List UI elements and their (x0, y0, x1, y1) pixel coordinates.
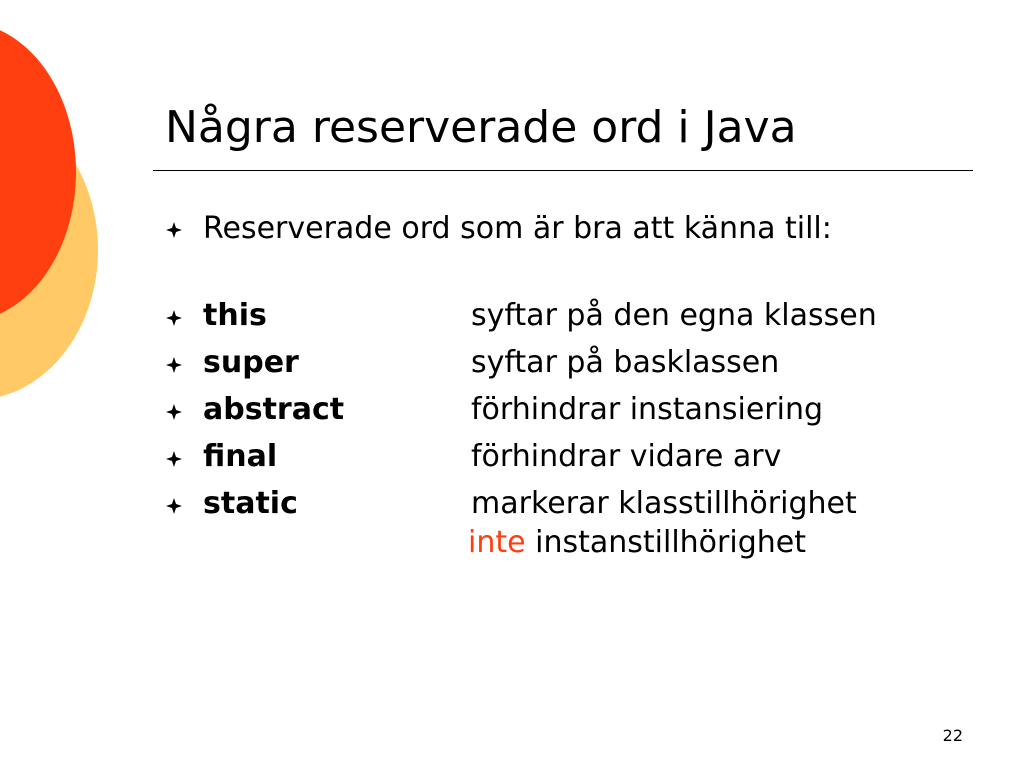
keyword-super: super (203, 345, 299, 380)
bullet-icon (166, 404, 182, 420)
page-number: 22 (942, 726, 963, 745)
description-abstract: förhindrar instansiering (471, 392, 824, 427)
intro-text: Reserverade ord som är bra att känna till: (203, 211, 832, 246)
continuation-rest: instanstillhörighet (535, 525, 806, 560)
keyword-static: static (203, 486, 298, 521)
keyword-final: final (203, 439, 278, 474)
bullet-icon (166, 357, 182, 373)
emphasis-inte: inte (468, 525, 526, 560)
bullet-icon (166, 310, 182, 326)
keyword-abstract: abstract (203, 392, 345, 427)
bullet-icon (166, 498, 182, 514)
description-static: markerar klasstillhörighet (471, 486, 857, 521)
bullet-icon (166, 222, 182, 238)
description-this: syftar på den egna klassen (471, 298, 877, 333)
description-super: syftar på basklassen (471, 345, 780, 380)
description-static-continuation (468, 523, 806, 563)
title-divider (153, 170, 973, 171)
bullet-icon (166, 451, 182, 467)
keyword-this: this (203, 298, 267, 333)
description-final: förhindrar vidare arv (471, 439, 782, 474)
slide-title: Några reserverade ord i Java (165, 102, 797, 153)
